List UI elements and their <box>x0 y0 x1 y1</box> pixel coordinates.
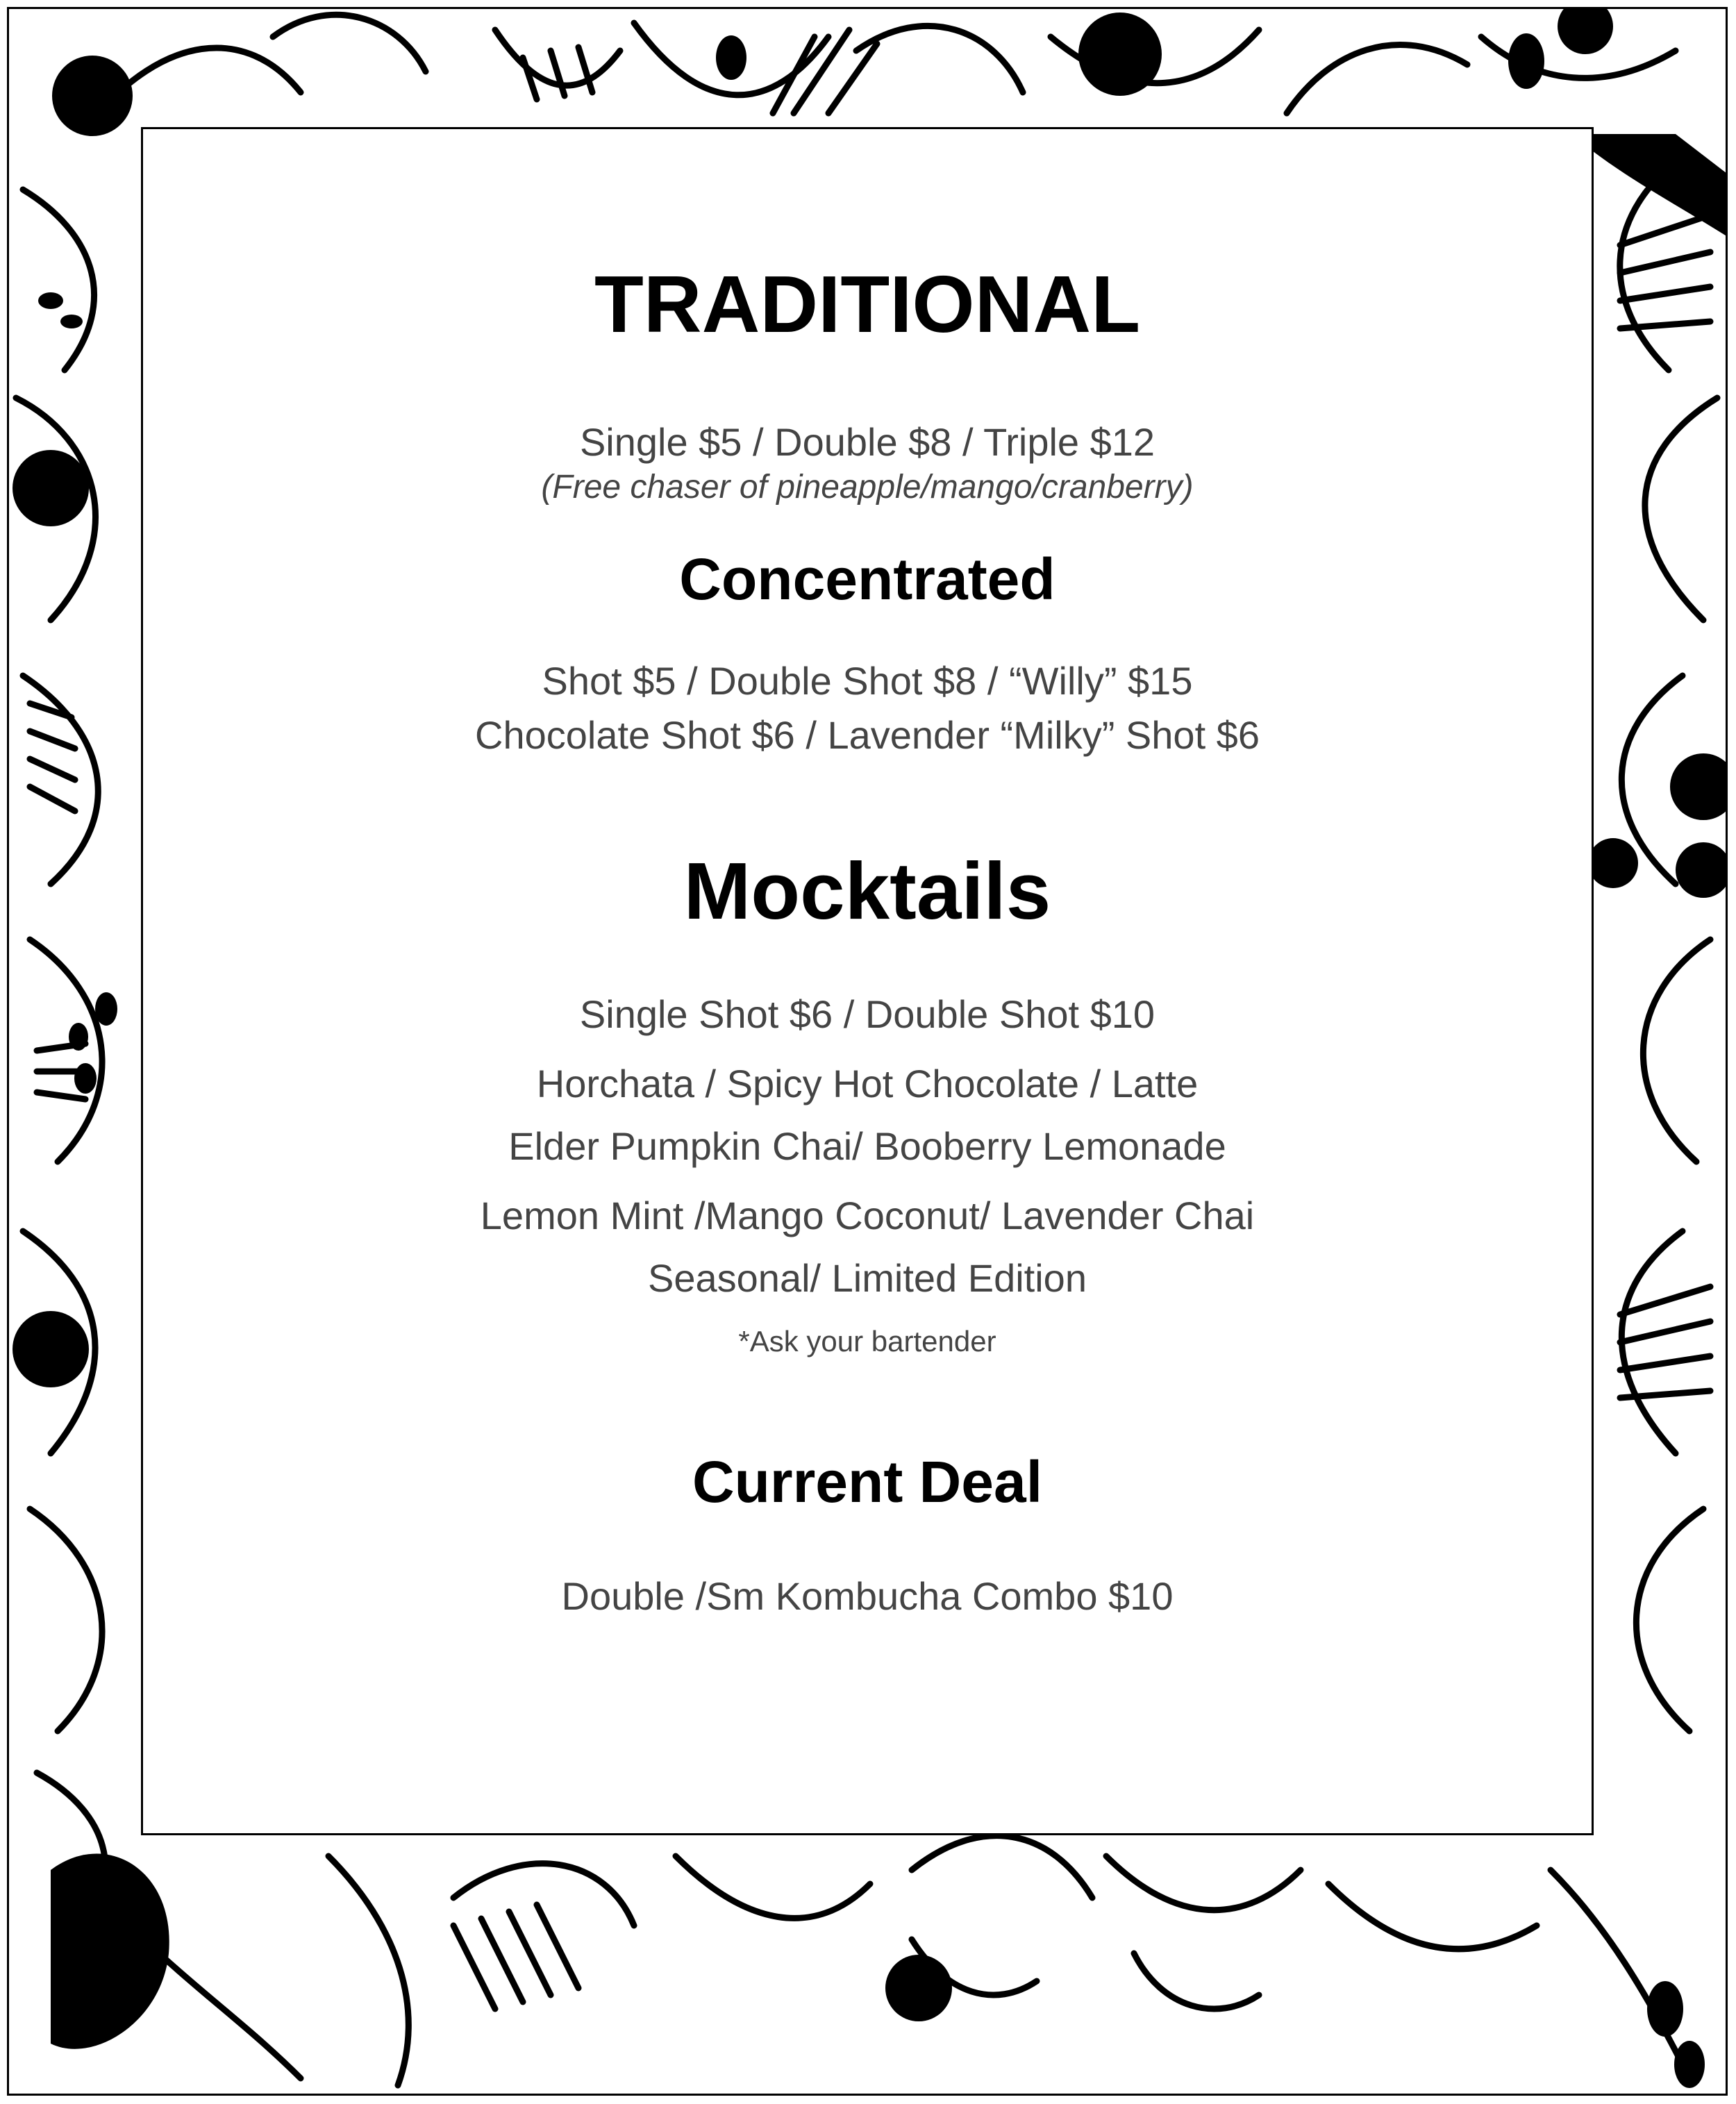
current-deal-line: Double /Sm Kombucha Combo $10 <box>561 1574 1174 1618</box>
mocktails-line-5: Seasonal/ Limited Edition <box>648 1256 1087 1300</box>
concentrated-heading: Concentrated <box>679 546 1055 612</box>
traditional-chaser-note: (Free chaser of pineapple/mango/cranberry) <box>541 469 1194 506</box>
mocktails-heading: Mocktails <box>683 846 1051 936</box>
menu-panel <box>141 127 1594 1835</box>
mocktails-line-4: Lemon Mint /Mango Coconut/ Lavender Chai <box>480 1194 1255 1237</box>
mocktails-line-1: Single Shot $6 / Double Shot $10 <box>579 992 1155 1036</box>
traditional-heading: TRADITIONAL <box>594 259 1141 349</box>
menu-frame <box>7 7 1728 2096</box>
traditional-prices: Single $5 / Double $8 / Triple $12 <box>579 420 1155 464</box>
mocktails-bartender-note: *Ask your bartender <box>738 1325 996 1358</box>
concentrated-line-2: Chocolate Shot $6 / Lavender “Milky” Shot $6 <box>475 713 1260 757</box>
concentrated-line-1: Shot $5 / Double Shot $8 / “Willy” $15 <box>542 659 1193 703</box>
mocktails-line-3: Elder Pumpkin Chai/ Booberry Lemonade <box>508 1124 1226 1168</box>
current-deal-heading: Current Deal <box>692 1449 1043 1514</box>
mocktails-line-2: Horchata / Spicy Hot Chocolate / Latte <box>536 1062 1199 1105</box>
